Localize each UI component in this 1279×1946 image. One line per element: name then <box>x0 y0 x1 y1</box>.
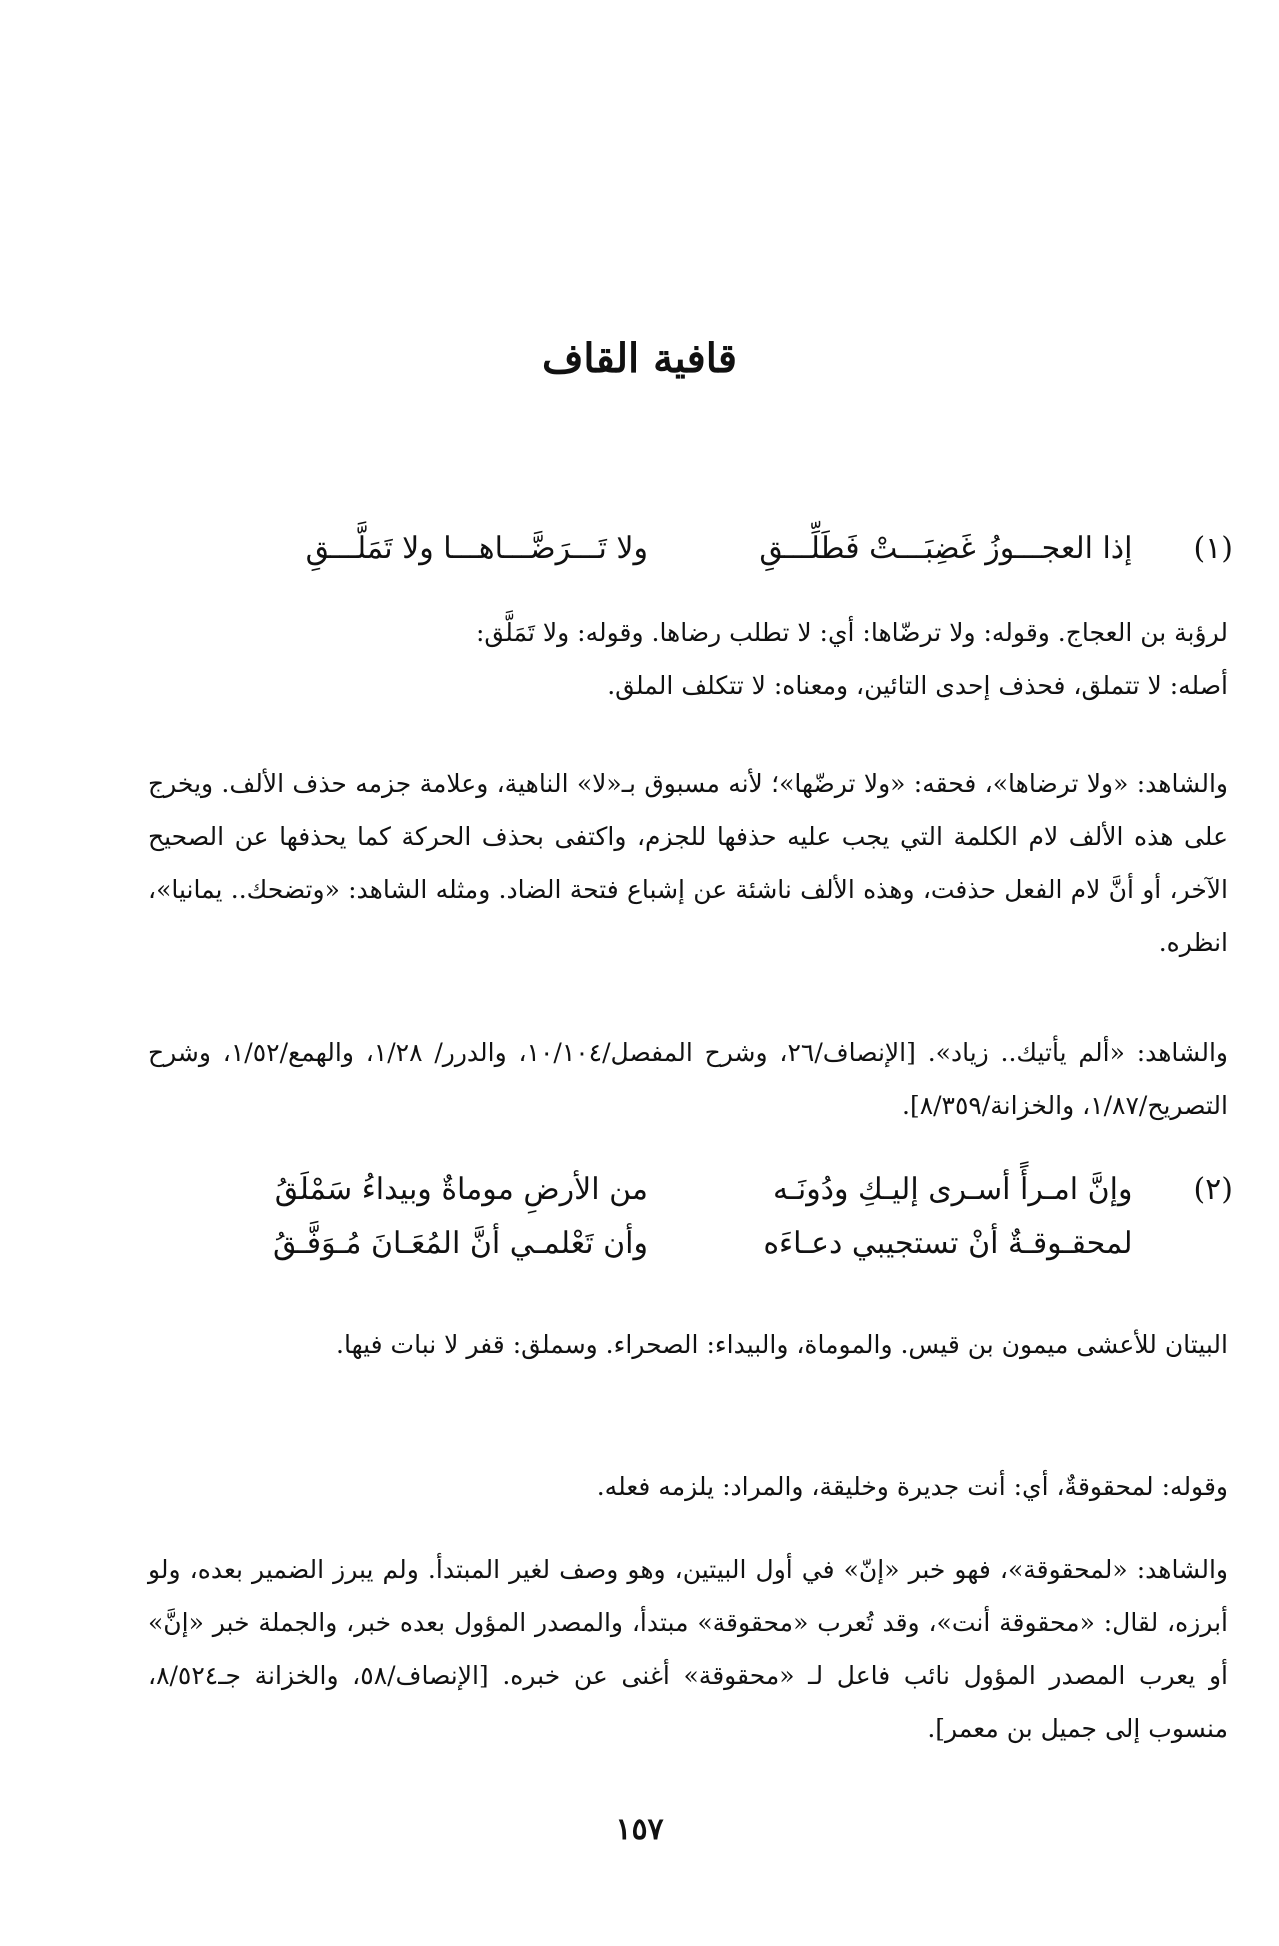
verse-first-hemistich: لمحقـوقـةٌ أنْ تستجيبي دعـاءَه <box>763 1226 1133 1261</box>
verse-line <box>148 1163 1233 1217</box>
text-block: والشاهد: «ولا ترضاها»، فحقه: «ولا ترضّها»؛ لأنه مسبوق بـ«لا» الناهية، وعلامة جزمه حذف الألف. ويخرج على هذه الألف لام الكلمة التي يجب عليه حذفها للجزم، واكتفى بحذف الحركة كما يحذفها عن الصحيح الآخر، أو أنَّ لام الفعل حذفت، وهذه الألف ناشئة عن إشباع فتحة الضاد. ومثله الشاهد: «وتضحك.. يمانيا»، انظره. <box>148 769 1228 957</box>
verse-number: (٢) <box>1193 1172 1233 1207</box>
paragraph-commentary-1 <box>148 606 1228 712</box>
verse-1 <box>148 522 1233 576</box>
text-block: والشاهد: «لمحقوقة»، فهو خبر «إنّ» في أول البيتين، وهو وصف لغير المبتدأ. ولم يبرز الضمير بعده، ولو أبرزه، لقال: «محقوقة أنت»، وقد تُعرب «محقوقة» مبتدأ، والمصدر المؤول بعده خبر، والجملة خبر «إنَّ» أو يعرب المصدر المؤول نائب فاعل لـ «محقوقة» أغنى عن خبره. [الإنصاف/٥٨، والخزانة جـ٨/٥٢٤، منسوب إلى جميل بن معمر]. <box>148 1555 1228 1743</box>
verse-number: (١) <box>1193 531 1233 566</box>
verse-2 <box>148 1163 1233 1271</box>
text-block: البيتان للأعشى ميمون بن قيس. والموماة، والبيداء: الصحراء. وسملق: قفر لا نبات فيها. <box>336 1330 1228 1359</box>
paragraph-witness-2 <box>148 1543 1228 1755</box>
text-line: لرؤبة بن العجاج. وقوله: ولا ترضّاها: أي: لا تطلب رضاها. وقوله: ولا تَمَلَّق: <box>475 618 1228 647</box>
paragraph-meaning <box>148 1460 1228 1513</box>
page-title: قافية القاف <box>541 335 738 382</box>
verse-second-hemistich: ولا تَـــرَضَّـــاهـــا ولا تَمَلَّـــقِ <box>305 531 648 566</box>
paragraph-references-1 <box>148 1026 1228 1132</box>
verse-second-hemistich: من الأرضِ موماةٌ وبيداءُ سَمْلَقُ <box>274 1172 648 1207</box>
paragraph-witness-1 <box>148 757 1228 969</box>
paragraph-attribution <box>148 1318 1228 1371</box>
page-number: ١٥٧ <box>615 1812 664 1847</box>
verse-number-spacer <box>1177 1217 1233 1271</box>
text-block: وقوله: لمحقوقةٌ، أي: أنت جديرة وخليقة، والمراد: يلزمه فعله. <box>596 1472 1228 1501</box>
text-block: والشاهد: «ألم يأتيك.. زياد». [الإنصاف/٢٦، وشرح المفصل/١٠/١٠٤، والدرر/ ١/٢٨، والهمع/١/٥٢، وشرح التصريح/١/٨٧، والخزانة/٨/٣٥٩]. <box>148 1038 1228 1120</box>
verse-first-hemistich: وإنَّ امـرأً أسـرى إليـكِ ودُونَـه <box>772 1172 1133 1207</box>
verse-line <box>148 522 1233 576</box>
text-line: أصله: لا تتملق، فحذف إحدى التائين، ومعناه: لا تتكلف الملق. <box>607 671 1228 700</box>
verse-first-hemistich: إذا العجـــوزُ غَضِبَـــتْ فَطَلِّـــقِ <box>759 531 1133 566</box>
verse-line <box>148 1217 1233 1271</box>
verse-second-hemistich: وأن تَعْلمـي أنَّ المُعَـانَ مُـوَفَّـقُ <box>272 1226 648 1261</box>
